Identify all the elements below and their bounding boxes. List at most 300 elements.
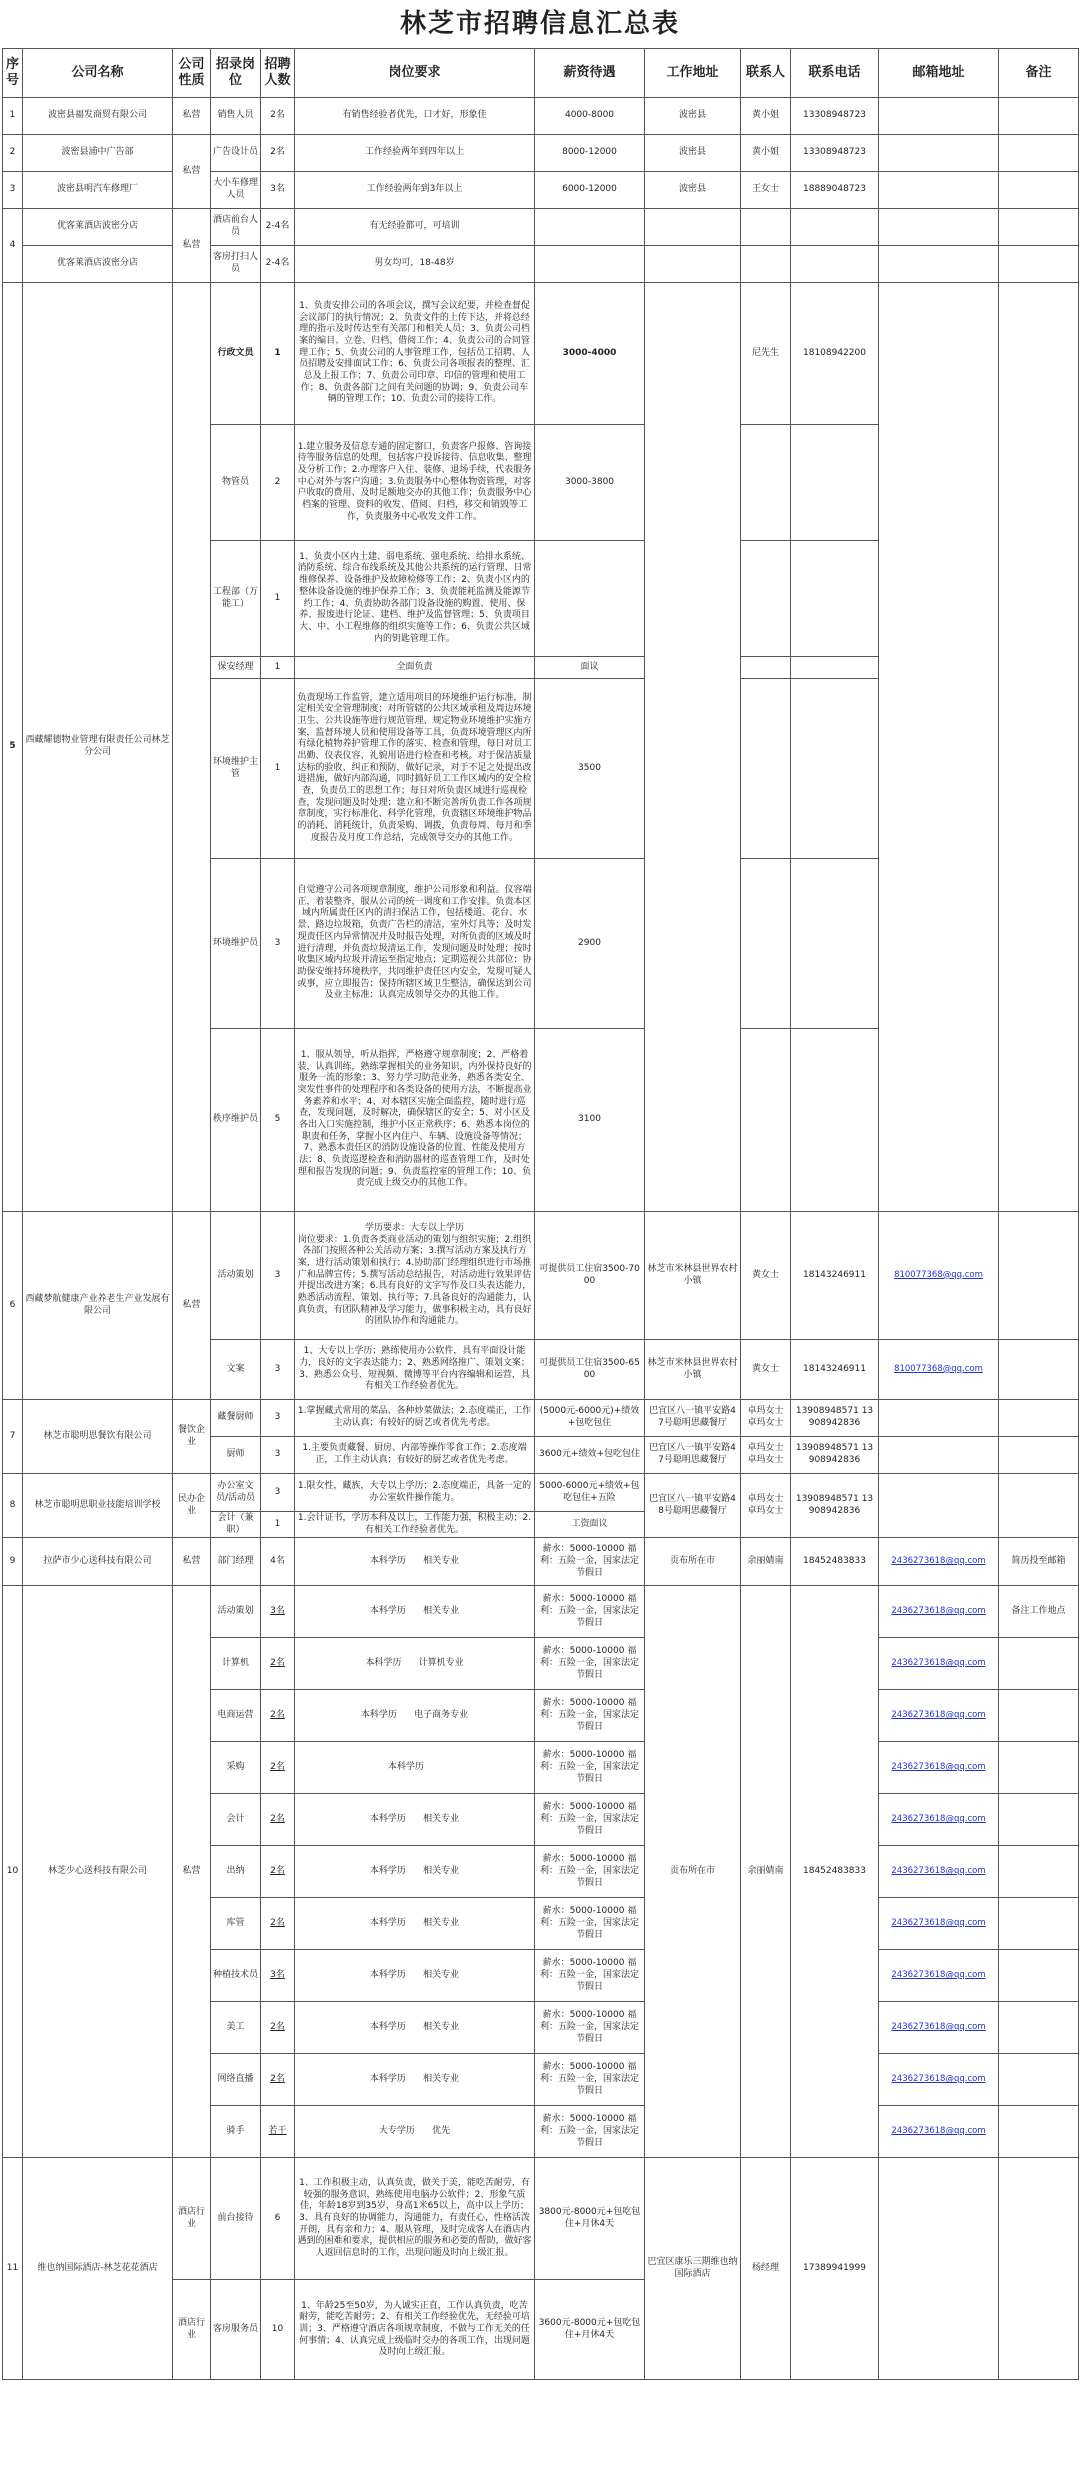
post-requirements: 有销售经验者优先，口才好，形象佳 (295, 98, 535, 135)
post-requirements (295, 1846, 535, 1898)
post-requirements (295, 1586, 535, 1638)
note-cell: 备注工作地点 (999, 1586, 1079, 1638)
email-cell (879, 1538, 999, 1586)
education-requirement: 大专学历 (378, 2126, 415, 2137)
salary: 薪水：5000-10000 福利：五险一金，国家法定节假日 (535, 1794, 645, 1846)
note-cell (999, 209, 1079, 246)
post-count: 2名 (261, 98, 295, 135)
work-address: 林芝市米林县世界农村小镇 (645, 1340, 741, 1400)
contact-person (741, 657, 791, 679)
post-count: 2名 (261, 1742, 295, 1794)
email-cell (879, 209, 999, 246)
salary: 3600元+绩效+包吃包住 (535, 1437, 645, 1474)
post-name: 环境维护员 (211, 859, 261, 1029)
education-requirement: 本科学历 (387, 1762, 424, 1773)
email-cell (879, 1898, 999, 1950)
salary (535, 541, 645, 657)
post-requirements: 1.主要负责藏餐、厨房、内部等操作零食工作；2.态度端正，工作主动认真；有较好的厨艺或者优先考虑。 (295, 1437, 535, 1474)
company-nature: 私营 (173, 209, 211, 283)
contact-person: 黄女士 (741, 1212, 791, 1340)
post-count: 2 (261, 425, 295, 541)
post-requirements (295, 1950, 535, 2002)
note-cell (999, 1950, 1079, 2002)
row-number: 4 (3, 209, 23, 283)
post-name: 工程部（万能工） (211, 541, 261, 657)
education-requirement: 本科学历 (360, 1710, 397, 1721)
post-requirements (295, 2054, 535, 2106)
contact-phone: 13908948571 13908942836 (791, 1437, 879, 1474)
salary: 3800元-8000元+包吃包住+月休4天 (535, 2158, 645, 2280)
header-cell-count: 招聘人数 (261, 49, 295, 98)
post-name: 种植技术员 (211, 1950, 261, 2002)
contact-person (741, 679, 791, 859)
page-title: 林芝市招聘信息汇总表 (399, 9, 680, 39)
salary: 8000-12000 (535, 135, 645, 172)
contact-person: 黄小姐 (741, 98, 791, 135)
work-address: 波密县 (645, 135, 741, 172)
contact-person (741, 425, 791, 541)
post-requirements: 1.限女性，藏族，大专以上学历；2.态度端正，具备一定的办公室软件操作能力。 (295, 1474, 535, 1512)
post-name: 行政文员 (211, 283, 261, 425)
note-cell (999, 1898, 1079, 1950)
salary: 3000-4000 (535, 283, 645, 425)
post-count: 3 (261, 1400, 295, 1437)
salary (535, 209, 645, 246)
post-name: 文案 (211, 1340, 261, 1400)
email-link[interactable]: 2436273618@qq.com (891, 1918, 986, 1929)
post-requirements: 男女均可，18-48岁 (295, 246, 535, 283)
header-cell-address: 工作地址 (645, 49, 741, 98)
post-name: 会计 (211, 1794, 261, 1846)
header-cell-no: 序号 (3, 49, 23, 98)
email-link[interactable]: 2436273618@qq.com (891, 1606, 986, 1617)
company-name: 林芝市聪明思职业技能培训学校 (23, 1474, 173, 1538)
post-requirements: 1、大专以上学历；熟练使用办公软件，具有平面设计能力，良好的文字表达能力；2、熟悉网络推广、策划文案；3、熟悉公众号、短视频、微博等平台内容编辑和运营，具有相关工作经验者优先。 (295, 1340, 535, 1400)
company-name: 波密县浦中广告部 (23, 135, 173, 172)
table-row (3, 2158, 1079, 2280)
table-row (3, 1212, 1079, 1340)
post-count: 3 (261, 859, 295, 1029)
table-row (3, 172, 1079, 209)
work-address (645, 283, 741, 1212)
post-count: 3 (261, 1474, 295, 1512)
company-nature: 私营 (173, 1538, 211, 1586)
salary: 薪水：5000-10000 福利：五险一金，国家法定节假日 (535, 1586, 645, 1638)
major-requirement: 相关专业 (423, 1556, 460, 1567)
email-cell (879, 1638, 999, 1690)
email-cell (879, 2158, 999, 2380)
post-name: 骑手 (211, 2106, 261, 2158)
header-cell-email: 邮箱地址 (879, 49, 999, 98)
work-address: 贡布所在市 (645, 1538, 741, 1586)
major-requirement: 相关专业 (423, 1918, 460, 1929)
email-cell (879, 2054, 999, 2106)
post-requirements (295, 1742, 535, 1794)
education-requirement: 本科学历 (365, 1658, 402, 1669)
post-count: 1 (261, 679, 295, 859)
company-name: 拉萨市少心送科技有限公司 (23, 1538, 173, 1586)
company-nature: 私营 (173, 1586, 211, 2158)
work-address (645, 209, 741, 246)
salary: 2900 (535, 859, 645, 1029)
header-cell-company: 公司名称 (23, 49, 173, 98)
post-requirements: 自觉遵守公司各项规章制度，维护公司形象和利益。仪容端正，着装整齐，服从公司的统一调度和工作安排。负责本区域内所属责任区内的清扫保洁工作，包括楼道、花台、水景、路边垃圾箱，负责广告栏的清洁，室外灯具等；及时发现责任区内异常情况并及时报告处理，对所负责的区域及时进行清理，并负责垃圾清运工作，发现问题及时处理；按时收集区域内垃圾并清运至指定地点；定期巡视公共部位；协助保安维持环境秩序，共同维护责任区内安全，发现可疑人或事，应立即报告；保持所辖区域卫生整洁，确保达到公司及业主标准；认真完成领导交办的其他工作。 (295, 859, 535, 1029)
salary: 薪水：5000-10000 福利：五险一金，国家法定节假日 (535, 1742, 645, 1794)
contact-person (741, 859, 791, 1029)
company-name: 波密县福发商贸有限公司 (23, 98, 173, 135)
major-requirement: 计算机专业 (418, 1658, 464, 1669)
salary: 面议 (535, 657, 645, 679)
post-requirements: 1、负责小区内土建、弱电系统、强电系统、给排水系统、消防系统、综合布线系统及其他公共系统的运行管理、日常维修保养、设备维护及故障检修等工作；2、负责小区内的整体设备设施的维护保养工作；3、负责能耗监测及能源节约工作；4、负责协助各部门设备设施的购置、使用、保养、报废进行论证、建档、维护及监督管理；5、负责项目大、中、小工程维修的组织实施等工作；6、负责公共区域内的钥匙管理工作。 (295, 541, 535, 657)
post-count: 2名 (261, 135, 295, 172)
post-count: 3 (261, 1212, 295, 1340)
note-cell (999, 1794, 1079, 1846)
contact-phone: 17389941999 (791, 2158, 879, 2380)
post-count: 5 (261, 1029, 295, 1212)
email-cell (879, 1794, 999, 1846)
table-row (3, 135, 1079, 172)
post-count: 1 (261, 283, 295, 425)
header-cell-contact: 联系人 (741, 49, 791, 98)
contact-phone: 13308948723 (791, 98, 879, 135)
company-name: 波密县明汽车修理厂 (23, 172, 173, 209)
post-count: 3 (261, 1437, 295, 1474)
salary: 3600元-8000元+包吃包住+月休4天 (535, 2280, 645, 2380)
table-row (3, 209, 1079, 246)
email-cell (879, 1950, 999, 2002)
note-cell (999, 2106, 1079, 2158)
table-row (3, 98, 1079, 135)
note-cell (999, 283, 1079, 1212)
post-name: 计算机 (211, 1638, 261, 1690)
post-name: 酒店前台人员 (211, 209, 261, 246)
major-requirement: 优先 (432, 2126, 451, 2137)
contact-phone (791, 425, 879, 541)
post-requirements: 工作经验两年到3年以上 (295, 172, 535, 209)
post-requirements (295, 1638, 535, 1690)
salary: 3000-3800 (535, 425, 645, 541)
salary: 工资面议 (535, 1512, 645, 1538)
salary: 薪水：5000-10000 福利：五险一金，国家法定节假日 (535, 1538, 645, 1586)
salary: 5000-6000元+绩效+包吃包住+五险 (535, 1474, 645, 1512)
company-nature (173, 283, 211, 1212)
contact-phone: 18889048723 (791, 172, 879, 209)
salary: 6000-12000 (535, 172, 645, 209)
contact-person (741, 1029, 791, 1212)
note-cell (999, 1638, 1079, 1690)
company-name: 西藏耀德物业管理有限责任公司林芝分公司 (23, 283, 173, 1212)
post-count: 3 (261, 1340, 295, 1400)
note-cell (999, 1742, 1079, 1794)
contact-phone (791, 859, 879, 1029)
post-name: 保安经理 (211, 657, 261, 679)
note-cell (999, 246, 1079, 283)
salary: 薪水：5000-10000 福利：五险一金，国家法定节假日 (535, 1690, 645, 1742)
education-requirement: 本科学历 (369, 1814, 406, 1825)
contact-phone: 18143246911 (791, 1340, 879, 1400)
post-name: 大小车修理人员 (211, 172, 261, 209)
row-number: 2 (3, 135, 23, 172)
note-cell (999, 135, 1079, 172)
post-name: 前台接待 (211, 2158, 261, 2280)
email-link[interactable]: 2436273618@qq.com (891, 1710, 986, 1721)
post-count: 2名 (261, 2002, 295, 2054)
row-number: 5 (3, 283, 23, 1212)
table-row (3, 283, 1079, 425)
note-cell (999, 1400, 1079, 1437)
email-cell (879, 1690, 999, 1742)
post-count: 2名 (261, 1638, 295, 1690)
work-address: 波密县 (645, 98, 741, 135)
note-cell (999, 1437, 1079, 1474)
recruitment-table (2, 48, 1079, 2380)
post-requirements: 1、工作积极主动，认真负责，做关于美，能吃苦耐劳，有较强的服务意识，熟练使用电脑办公软件；2、形象气质佳，年龄18岁到35岁，身高1米65以上，高中以上学历；3、具有良好的协调能力，沟通能力，有责任心，性格活泼开朗，具有亲和力；4、服从管理，及时完成客人在酒店内遇到的困难和要求，提供相应的服务和必要的帮助，做好客人返回信息时的工作，出现问题及时向上级汇报。 (295, 2158, 535, 2280)
post-requirements: 学历要求：大专以上学历 岗位要求：1.负责各类商业活动的策划与组织实施；2.组织各部门按照各种公关活动方案；3.撰写活动方案及执行方案，进行活动策划和执行；4.协助部门经理组织进行市场推广和品牌宣传；5.撰写活动总结报告，对活动进行效果评估并提出改进方案；6.具有良好的文字写作及口头表达能力，熟悉活动流程、策划、执行等；7.具备良好的沟通能力，认真负责，有团队精神及学习能力，做事积极主动，具有良好的团队协作和沟通能力。 (295, 1212, 535, 1340)
company-nature: 私营 (173, 135, 211, 209)
email-link[interactable]: 2436273618@qq.com (891, 1658, 986, 1669)
contact-phone (791, 657, 879, 679)
note-cell (999, 1690, 1079, 1742)
contact-phone: 18452483833 (791, 1538, 879, 1586)
note-cell (999, 172, 1079, 209)
note-cell (999, 1846, 1079, 1898)
post-name: 物管员 (211, 425, 261, 541)
work-address (645, 246, 741, 283)
email-link[interactable]: 2436273618@qq.com (891, 1970, 986, 1981)
post-requirements: 有无经验都可，可培训 (295, 209, 535, 246)
post-requirements: 1.会计证书，学历本科及以上，工作能力强，积极主动；2.有相关工作经验者优先。 (295, 1512, 535, 1538)
table-row (3, 1538, 1079, 1586)
education-requirement: 本科学历 (369, 1866, 406, 1877)
email-link[interactable]: 2436273618@qq.com (891, 2022, 986, 2033)
salary: 4000-8000 (535, 98, 645, 135)
post-name: 活动策划 (211, 1586, 261, 1638)
contact-person: 卓玛女士 卓玛女士 (741, 1437, 791, 1474)
post-count: 3名 (261, 172, 295, 209)
post-count: 3名 (261, 1586, 295, 1638)
post-requirements: 工作经验两年到四年以上 (295, 135, 535, 172)
header-cell-phone: 联系电话 (791, 49, 879, 98)
contact-person: 王女士 (741, 172, 791, 209)
table-row (3, 1474, 1079, 1512)
post-count: 2名 (261, 1794, 295, 1846)
post-requirements: 1、负责安排公司的各项会议，撰写会议纪要，并检查督促会议部门的执行情况；2、负责文件的上传下达，并将总经理的指示及时传达至有关部门和相关人员；3、负责公司档案的编目、立卷、归档、借阅工作；4、负责公司的合同管理工作；5、负责公司的人事管理工作，包括员工招聘、人员招聘及安排面试工作；6、负责公司各项报表的整理、汇总及上报工作；7、负责公司印章、印信的管理和使用工作；8、负责各部门之间有关问题的协调；9、负责公司车辆的管理工作；10、负责公司的接待工作。 (295, 283, 535, 425)
post-count: 1 (261, 541, 295, 657)
email-link[interactable]: 2436273618@qq.com (891, 2126, 986, 2137)
post-name: 广告设计员 (211, 135, 261, 172)
table-row (3, 1586, 1079, 1638)
table-row (3, 1400, 1079, 1437)
salary (535, 246, 645, 283)
post-requirements: 1、年龄25至50岁，为人诚实正直，工作认真负责，吃苦耐劳，能吃苦耐劳；2、有相关工作经验优先，无经验可培训；3、严格遵守酒店各项规章制度，不做与工作无关的任何事情；4、认真完成上级临时交办的各项工作，出现问题及时向上级汇报。 (295, 2280, 535, 2380)
contact-person: 卓玛女士 卓玛女士 (741, 1474, 791, 1538)
contact-phone (791, 209, 879, 246)
email-cell (879, 1212, 999, 1340)
post-name: 会计（兼职） (211, 1512, 261, 1538)
salary: (5000元-6000元)+绩效+包吃包住 (535, 1400, 645, 1437)
post-count: 1 (261, 657, 295, 679)
email-cell (879, 283, 999, 1212)
post-count: 10 (261, 2280, 295, 2380)
post-count: 4名 (261, 1538, 295, 1586)
post-requirements (295, 1538, 535, 1586)
email-cell (879, 1437, 999, 1474)
contact-person: 黄女士 (741, 1340, 791, 1400)
header-cell-nature: 公司性质 (173, 49, 211, 98)
education-requirement: 本科学历 (369, 1606, 406, 1617)
post-requirements (295, 2002, 535, 2054)
salary: 薪水：5000-10000 福利：五险一金，国家法定节假日 (535, 1638, 645, 1690)
row-number: 10 (3, 1586, 23, 2158)
salary: 薪水：5000-10000 福利：五险一金，国家法定节假日 (535, 1846, 645, 1898)
work-address: 巴宜区八一镇平安路47号聪明思藏餐厅 (645, 1400, 741, 1437)
header-cell-note: 备注 (999, 49, 1079, 98)
note-cell (999, 98, 1079, 135)
email-cell (879, 2002, 999, 2054)
post-count: 2-4名 (261, 209, 295, 246)
work-address: 林芝市米林县世界农村小镇 (645, 1212, 741, 1340)
email-link[interactable]: 810077368@qq.com (894, 1269, 983, 1280)
education-requirement: 本科学历 (369, 2074, 406, 2085)
contact-person (741, 541, 791, 657)
company-name: 优客莱酒店波密分店 (23, 246, 173, 283)
post-name: 部门经理 (211, 1538, 261, 1586)
email-cell (879, 98, 999, 135)
company-name: 优客莱酒店波密分店 (23, 209, 173, 246)
email-cell (879, 246, 999, 283)
row-number: 3 (3, 172, 23, 209)
education-requirement: 本科学历 (369, 1970, 406, 1981)
post-name: 客房打扫人员 (211, 246, 261, 283)
post-count: 6 (261, 2158, 295, 2280)
major-requirement: 相关专业 (423, 2074, 460, 2085)
company-name: 林芝市聪明思餐饮有限公司 (23, 1400, 173, 1474)
major-requirement: 相关专业 (423, 1814, 460, 1825)
post-requirements: 1、服从领导，听从指挥，严格遵守规章制度；2、严格着装，认真训练，熟练掌握相关的业务知识，内外保持良好的服务一流的形象；3、努力学习防范业务，熟悉各类安全、突发性事件的处理程序和各类设备的使用方法，不断提高业务素养和水平；4、对本辖区实施全面监控，随时进行巡查，发现问题，及时解决，确保辖区的安全；5、对小区及各出入口实施控制，维护小区正常秩序；6、熟悉本岗位的职责和任务，掌握小区内住户、车辆、设施设备等情况；7、熟悉本责任区的消防设施设备的位置、性能及使用方法；8、负责巡逻检查和消防器材的巡查管理工作，及时处理和报告发现的问题；9、负责监控室的管理工作；10、负责完成上级交办的其他工作。 (295, 1029, 535, 1212)
post-name: 库管 (211, 1898, 261, 1950)
salary: 可提供员工住宿3500-7000 (535, 1212, 645, 1340)
post-requirements (295, 1690, 535, 1742)
education-requirement: 本科学历 (369, 1556, 406, 1567)
note-cell (999, 2158, 1079, 2380)
work-address: 贡布所在市 (645, 1586, 741, 2158)
email-link[interactable]: 810077368@qq.com (894, 1363, 983, 1374)
work-address: 巴宜区八一镇平安路47号聪明思藏餐厅 (645, 1437, 741, 1474)
contact-phone: 13908948571 13908942836 (791, 1400, 879, 1437)
post-name: 活动策划 (211, 1212, 261, 1340)
contact-phone: 18108942200 (791, 283, 879, 425)
row-number: 6 (3, 1212, 23, 1400)
table-row (3, 246, 1079, 283)
post-name: 采购 (211, 1742, 261, 1794)
company-name: 维也纳国际酒店-林芝花花酒店 (23, 2158, 173, 2380)
row-number: 11 (3, 2158, 23, 2380)
note-cell (999, 1474, 1079, 1538)
header-cell-requirements: 岗位要求 (295, 49, 535, 98)
salary: 薪水：5000-10000 福利：五险一金，国家法定节假日 (535, 2054, 645, 2106)
row-number: 1 (3, 98, 23, 135)
email-cell (879, 1474, 999, 1538)
salary: 3100 (535, 1029, 645, 1212)
company-nature: 酒店行业 (173, 2158, 211, 2280)
post-requirements: 全面负责 (295, 657, 535, 679)
education-requirement: 本科学历 (369, 1918, 406, 1929)
post-name: 环境维护主管 (211, 679, 261, 859)
company-name: 西藏梦航健康产业养老生产业发展有限公司 (23, 1212, 173, 1400)
post-name: 电商运营 (211, 1690, 261, 1742)
contact-phone: 13908948571 13908942836 (791, 1474, 879, 1538)
contact-phone: 13308948723 (791, 135, 879, 172)
major-requirement: 电子商务专业 (414, 1710, 469, 1721)
contact-person (741, 209, 791, 246)
email-cell (879, 1846, 999, 1898)
post-requirements (295, 1794, 535, 1846)
company-name: 林芝少心送科技有限公司 (23, 1586, 173, 2158)
email-cell (879, 1742, 999, 1794)
note-cell (999, 2002, 1079, 2054)
row-number: 9 (3, 1538, 23, 1586)
note-cell (999, 2054, 1079, 2106)
post-count: 2名 (261, 2054, 295, 2106)
post-count: 2名 (261, 1846, 295, 1898)
email-link[interactable]: 2436273618@qq.com (891, 2074, 986, 2085)
post-name: 厨师 (211, 1437, 261, 1474)
contact-person: 余丽婧南 (741, 1538, 791, 1586)
salary: 薪水：5000-10000 福利：五险一金，国家法定节假日 (535, 1898, 645, 1950)
work-address: 巴宜区八一镇平安路48号聪明思藏餐厅 (645, 1474, 741, 1538)
header-cell-post: 招录岗位 (211, 49, 261, 98)
post-name: 美工 (211, 2002, 261, 2054)
row-number: 8 (3, 1474, 23, 1538)
contact-person: 黄小姐 (741, 135, 791, 172)
post-name: 网络直播 (211, 2054, 261, 2106)
salary: 可提供员工住宿3500-6500 (535, 1340, 645, 1400)
post-requirements: 1.建立服务及信息专通的固定窗口，负责客户报修、咨询接待等服务信息的处理，包括客户投诉接待、信息收集、整理及分析工作；2.办理客户入住、装修、退场手续，代表服务中心对外与客户沟通；3.负责服务中心整体物资管理，对客户收取的费用、及时足额地交办的其他工作；负责服务中心档案的管理、资料的收发、借阅、归档，移交和销毁等工作，负责服务中心收发文件工作。 (295, 425, 535, 541)
contact-phone (791, 541, 879, 657)
contact-phone: 18452483833 (791, 1586, 879, 2158)
email-cell (879, 1340, 999, 1400)
email-cell (879, 1586, 999, 1638)
email-link[interactable]: 2436273618@qq.com (891, 1814, 986, 1825)
contact-phone: 18143246911 (791, 1212, 879, 1340)
post-count: 3名 (261, 1950, 295, 2002)
header-cell-salary: 薪资待遇 (535, 49, 645, 98)
email-cell (879, 135, 999, 172)
row10-group (3, 1586, 1079, 2158)
major-requirement: 相关专业 (423, 1866, 460, 1877)
contact-person: 卓玛女士 卓玛女士 (741, 1400, 791, 1437)
contact-person: 余丽婧南 (741, 1586, 791, 2158)
email-link[interactable]: 2436273618@qq.com (891, 1866, 986, 1877)
contact-phone (791, 246, 879, 283)
note-cell (999, 1340, 1079, 1400)
post-count: 1 (261, 1512, 295, 1538)
email-cell (879, 1400, 999, 1437)
contact-person: 杨经理 (741, 2158, 791, 2380)
work-address: 巴宜区康乐三期维也纳国际酒店 (645, 2158, 741, 2380)
email-link[interactable]: 2436273618@qq.com (891, 1556, 986, 1567)
header-row (3, 49, 1079, 98)
note-cell: 简历投至邮箱 (999, 1538, 1079, 1586)
company-nature: 私营 (173, 98, 211, 135)
major-requirement: 相关专业 (423, 1970, 460, 1981)
post-name: 办公室文员/活动员 (211, 1474, 261, 1512)
contact-phone (791, 679, 879, 859)
note-cell (999, 1212, 1079, 1340)
company-nature: 私营 (173, 1212, 211, 1400)
salary: 薪水：5000-10000 福利：五险一金，国家法定节假日 (535, 1950, 645, 2002)
email-link[interactable]: 2436273618@qq.com (891, 1762, 986, 1773)
